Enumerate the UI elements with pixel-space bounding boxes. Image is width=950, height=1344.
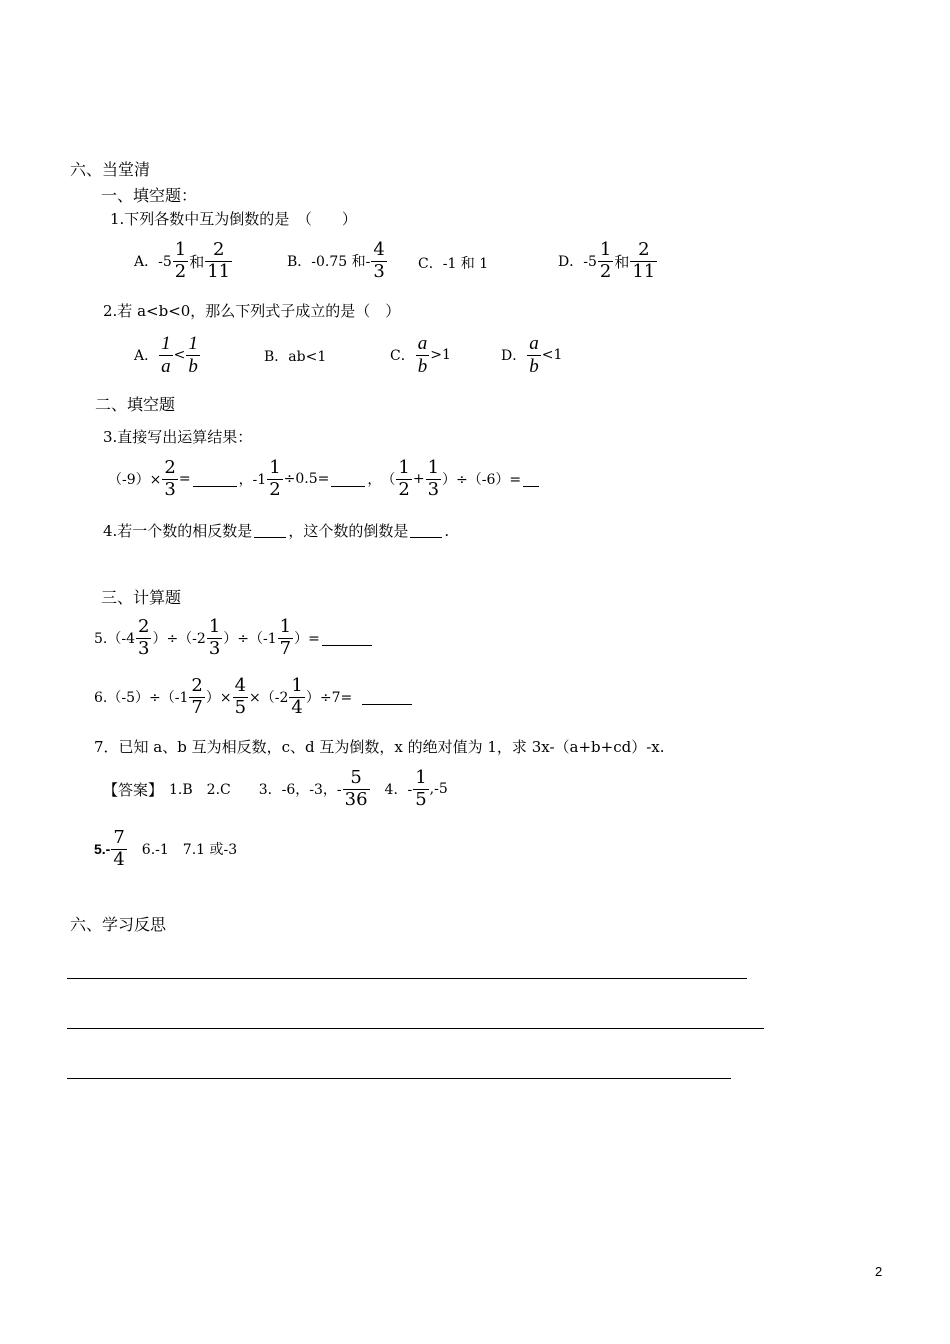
q5-fraction2: $\frac{1}{3}$: [208, 616, 221, 659]
q3-e2-fraction: $\frac{1}{2}$: [269, 457, 281, 500]
q1-b-fraction: $\frac{4}{3}$: [373, 239, 385, 282]
q6-prefix: 6.（-5）÷（-1: [94, 690, 189, 707]
q2-stem: 2.若 a<b<0，那么下列式子成立的是（ ）: [103, 302, 401, 320]
answers-label: 【答案】: [103, 780, 164, 799]
q4-suffix: .: [444, 521, 450, 540]
q3-blank-2[interactable]: [331, 472, 365, 487]
q3-blank-3[interactable]: [523, 472, 539, 487]
q1-option-a: [134, 240, 233, 282]
q5-prefix: 5.（-4: [94, 631, 135, 648]
q3-e3-plus: +: [412, 471, 425, 488]
q4-middle: ，这个数的倒数是: [288, 522, 409, 540]
part-one-title: 一、填空题：: [101, 186, 198, 205]
q6-mid1: ）×: [205, 690, 232, 707]
q2-option-b: B．ab<1: [264, 349, 327, 365]
q2-d-prefix: D．: [501, 348, 527, 365]
section-title-reflection: 六、学习反思: [70, 915, 167, 934]
answers-fraction-q5: $\frac{7}{4}$: [113, 827, 125, 870]
q1-d-fraction1: $\frac{1}{2}$: [599, 239, 612, 282]
q2-option-d: [501, 333, 562, 378]
q2-a-prefix: A．: [134, 348, 159, 365]
part-two-title: 二、填空题: [95, 395, 176, 414]
section-title-practice: 六、当堂清: [70, 160, 151, 179]
q6-blank[interactable]: [362, 690, 412, 705]
q2-d-fraction: $\frac{a}{b}$: [529, 333, 539, 377]
q2-d-suffix: <1: [541, 347, 563, 364]
q3-expressions: [108, 458, 541, 500]
q7-text: 7．已知 a、b 互为相反数，c、d 互为倒数，x 的绝对值为 1，求 3x-（a+b+cd）-x.: [94, 738, 665, 756]
answers-q5-prefix: 5.-: [94, 841, 111, 858]
q3-stem: 3.直接写出运算结果：: [103, 428, 253, 446]
q1-stem: 1.下列各数中互为倒数的是 （ ）: [110, 210, 357, 228]
q1-option-d: [558, 240, 658, 282]
q2-option-c: [390, 333, 451, 378]
answers-part1: 1.B 2.C 3．-6，-3，-: [169, 782, 342, 799]
q1-d-prefix: D．-5: [558, 254, 597, 271]
q4-blank-2[interactable]: [410, 523, 442, 538]
q3-e3-fraction1: $\frac{1}{2}$: [398, 457, 410, 500]
q6-mid2: ×（-2: [249, 690, 289, 707]
q1-a-prefix: A．-5: [134, 254, 172, 271]
q6-fraction2: $\frac{4}{5}$: [234, 675, 247, 718]
q2-a-fraction1: $\frac{1}{a}$: [161, 333, 171, 377]
q2-a-lt: <: [173, 347, 186, 364]
q1-option-c: C．-1 和 1: [418, 256, 489, 272]
q5-blank[interactable]: [322, 631, 372, 646]
q3-e1-equals: =: [178, 471, 191, 488]
q2-option-a: [134, 333, 201, 378]
q1-d-fraction2: $\frac{2}{11}$: [632, 239, 656, 282]
part-three-title: 三、计算题: [101, 588, 182, 607]
q6-line: [94, 676, 414, 718]
q3-e1-fraction: $\frac{2}{3}$: [164, 457, 176, 500]
q3-sep1: ，-1: [238, 472, 267, 489]
answers-line2-suffix: 6.-1 7.1 或-3: [127, 842, 238, 859]
q5-suffix: ）=: [294, 631, 320, 648]
reflection-line-2[interactable]: [67, 1028, 764, 1029]
q4-prefix: 4.若一个数的相反数是: [103, 522, 253, 540]
q6-fraction1: $\frac{2}{7}$: [191, 675, 203, 718]
answers-line-1: [103, 768, 448, 810]
page-number: 2: [875, 1264, 883, 1279]
q3-e3-fraction2: $\frac{1}{3}$: [427, 457, 440, 500]
q3-blank-1[interactable]: [193, 472, 237, 487]
answers-part2-suffix: ,-5: [429, 781, 448, 798]
q4-blank-1[interactable]: [254, 523, 286, 538]
q6-fraction3: $\frac{1}{4}$: [291, 675, 303, 718]
q5-line: [94, 617, 374, 659]
q1-a-fraction2: $\frac{2}{11}$: [207, 239, 231, 282]
answers-line-2: [94, 828, 237, 870]
q2-c-prefix: C．: [390, 348, 415, 365]
q3-e3-suffix: ）÷（-6）=: [442, 472, 522, 489]
q1-b-prefix: B．-0.75 和-: [287, 254, 371, 271]
q3-e2-suffix: ÷0.5=: [283, 471, 330, 488]
q3-e1-prefix: （-9）×: [108, 472, 162, 489]
answers-fraction-q3: $\frac{5}{36}$: [344, 767, 368, 810]
q4-line: [103, 520, 449, 541]
answers-fraction-q4: $\frac{1}{5}$: [415, 767, 427, 810]
q2-c-fraction: $\frac{a}{b}$: [417, 333, 428, 377]
q2-a-fraction2: $\frac{1}{b}$: [188, 333, 198, 377]
q1-a-and: 和: [189, 252, 205, 271]
q2-c-suffix: >1: [430, 347, 451, 364]
reflection-line-3[interactable]: [67, 1078, 731, 1079]
q5-fraction3: $\frac{1}{7}$: [279, 616, 292, 659]
q3-sep2: ， （: [367, 472, 396, 489]
q5-fraction1: $\frac{2}{3}$: [138, 616, 150, 659]
answers-part2: 4．-: [370, 782, 413, 799]
reflection-line-1[interactable]: [67, 978, 747, 979]
q6-suffix: ）÷7=: [305, 690, 353, 707]
q5-mid1: ）÷（-2: [152, 631, 206, 648]
q1-option-b: [287, 240, 388, 282]
q5-mid2: ）÷（-1: [223, 631, 277, 648]
q1-a-fraction1: $\frac{1}{2}$: [174, 239, 187, 282]
q1-d-and: 和: [614, 252, 630, 271]
